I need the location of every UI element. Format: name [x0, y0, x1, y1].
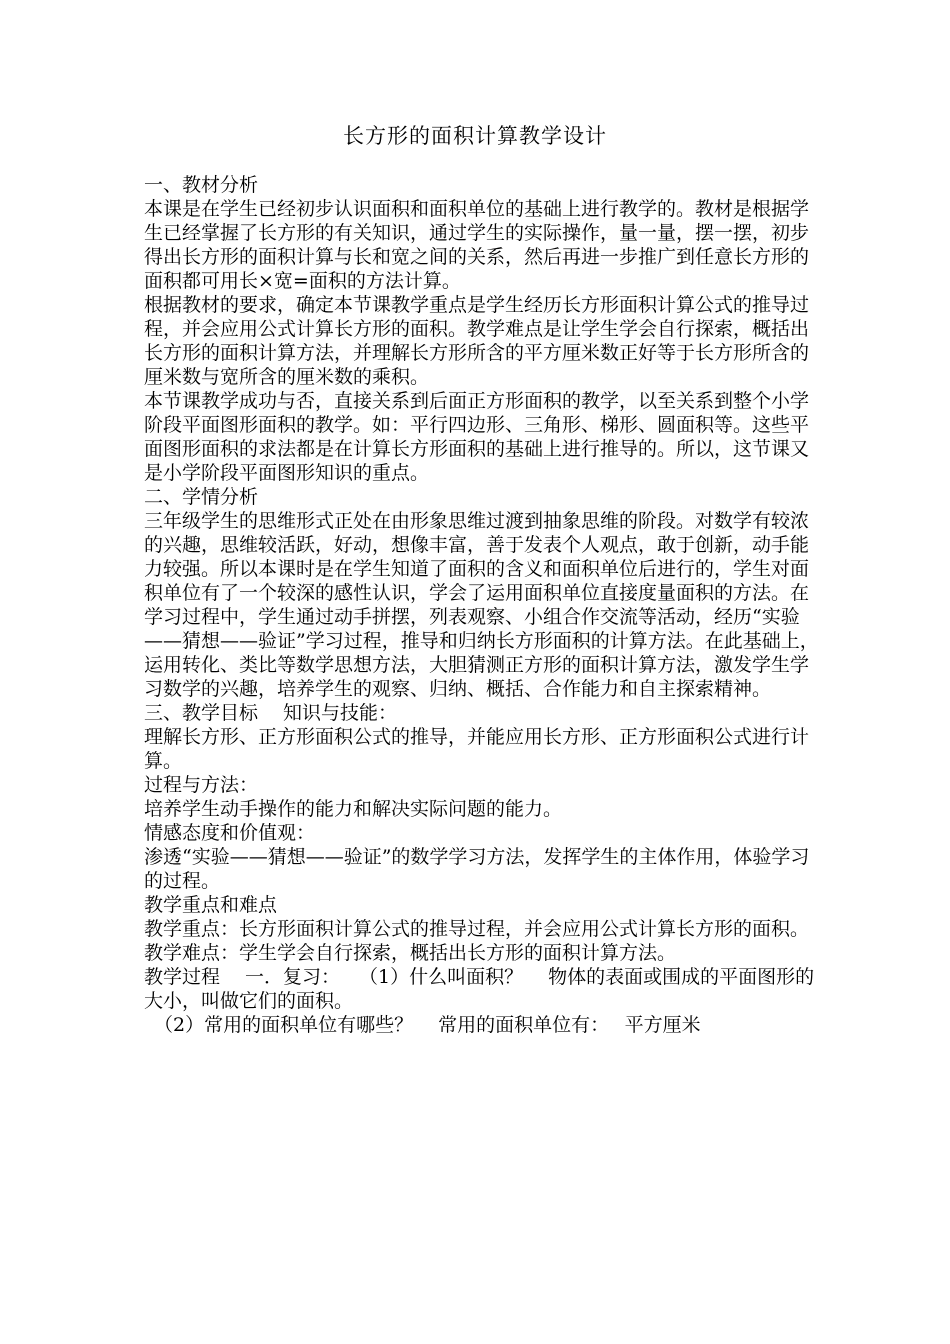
paragraph: 渗透“实验——猜想——验证”的数学学习方法，发挥学生的主体作用，体验学习的过程。	[144, 846, 810, 892]
paragraph: 培养学生动手操作的能力和解决实际问题的能力。	[144, 798, 563, 820]
paragraph: （2）常用的面积单位有哪些？ 常用的面积单位有： 平方厘米	[154, 1014, 701, 1036]
section-heading-textbook-analysis: 一、教材分析	[144, 174, 259, 196]
section-heading-teaching-goals: 三、教学目标 知识与技能：	[144, 702, 398, 724]
paragraph: 根据教材的要求，确定本节课教学重点是学生经历长方形面积计算公式的推导过程，并会应用公式计算长方形的面积。教学难点是让学生学会自行探索，概括出长方形的面积计算方法，并理解长方形所含的平方厘米数正好等于长方形所含的厘米数与宽所含的厘米数的乘积。	[144, 294, 810, 388]
subheading: 过程与方法：	[144, 774, 259, 796]
section-heading-student-analysis: 二、学情分析	[144, 486, 259, 508]
paragraph: 教学重点：长方形面积计算公式的推导过程，并会应用公式计算长方形的面积。	[144, 918, 810, 940]
paragraph: 理解长方形、正方形面积公式的推导，并能应用长方形、正方形面积公式进行计算。	[144, 726, 810, 772]
subheading: 情感态度和价值观：	[144, 822, 316, 844]
paragraph: 教学过程 一．复习： （1）什么叫面积？ 物体的表面或围成的平面图形的大小，叫做它们的面积。	[144, 966, 815, 1012]
document-title: 长方形的面积计算教学设计	[343, 124, 607, 148]
paragraph: 本课是在学生已经初步认识面积和面积单位的基础上进行教学的。教材是根据学生已经掌握了长方形的有关知识，通过学生的实际操作，量一量，摆一摆，初步得出长方形的面积计算与长和宽之间的关系，然后再进一步推广到任意长方形的面积都可用长×宽=面积的方法计算。	[144, 198, 810, 292]
paragraph: 教学难点：学生学会自行探索，概括出长方形的面积计算方法。	[144, 942, 677, 964]
document-body	[144, 173, 824, 1037]
paragraph: 三年级学生的思维形式正处在由形象思维过渡到抽象思维的阶段。对数学有较浓的兴趣，思维较活跃，好动，想像丰富，善于发表个人观点，敢于创新，动手能力较强。所以本课时是在学生知道了面积的含义和面积单位后进行的，学生对面积单位有了一个较深的感性认识，学会了运用面积单位直接度量面积的方法。在学习过程中，学生通过动手拼摆，列表观察、小组合作交流等活动，经历“实验——猜想——验证”学习过程，推导和归纳长方形面积的计算方法。在此基础上，运用转化、类比等数学思想方法，大胆猜测正方形的面积计算方法，激发学生学习数学的兴趣，培养学生的观察、归纳、概括、合作能力和自主探索精神。	[144, 510, 819, 700]
paragraph: 本节课教学成功与否，直接关系到后面正方形面积的教学，以至关系到整个小学阶段平面图形面积的教学。如：平行四边形、三角形、梯形、圆面积等。这些平面图形面积的求法都是在计算长方形面积的基础上进行推导的。所以，这节课又是小学阶段平面图形知识的重点。	[144, 390, 810, 484]
subheading: 教学重点和难点	[144, 894, 278, 916]
